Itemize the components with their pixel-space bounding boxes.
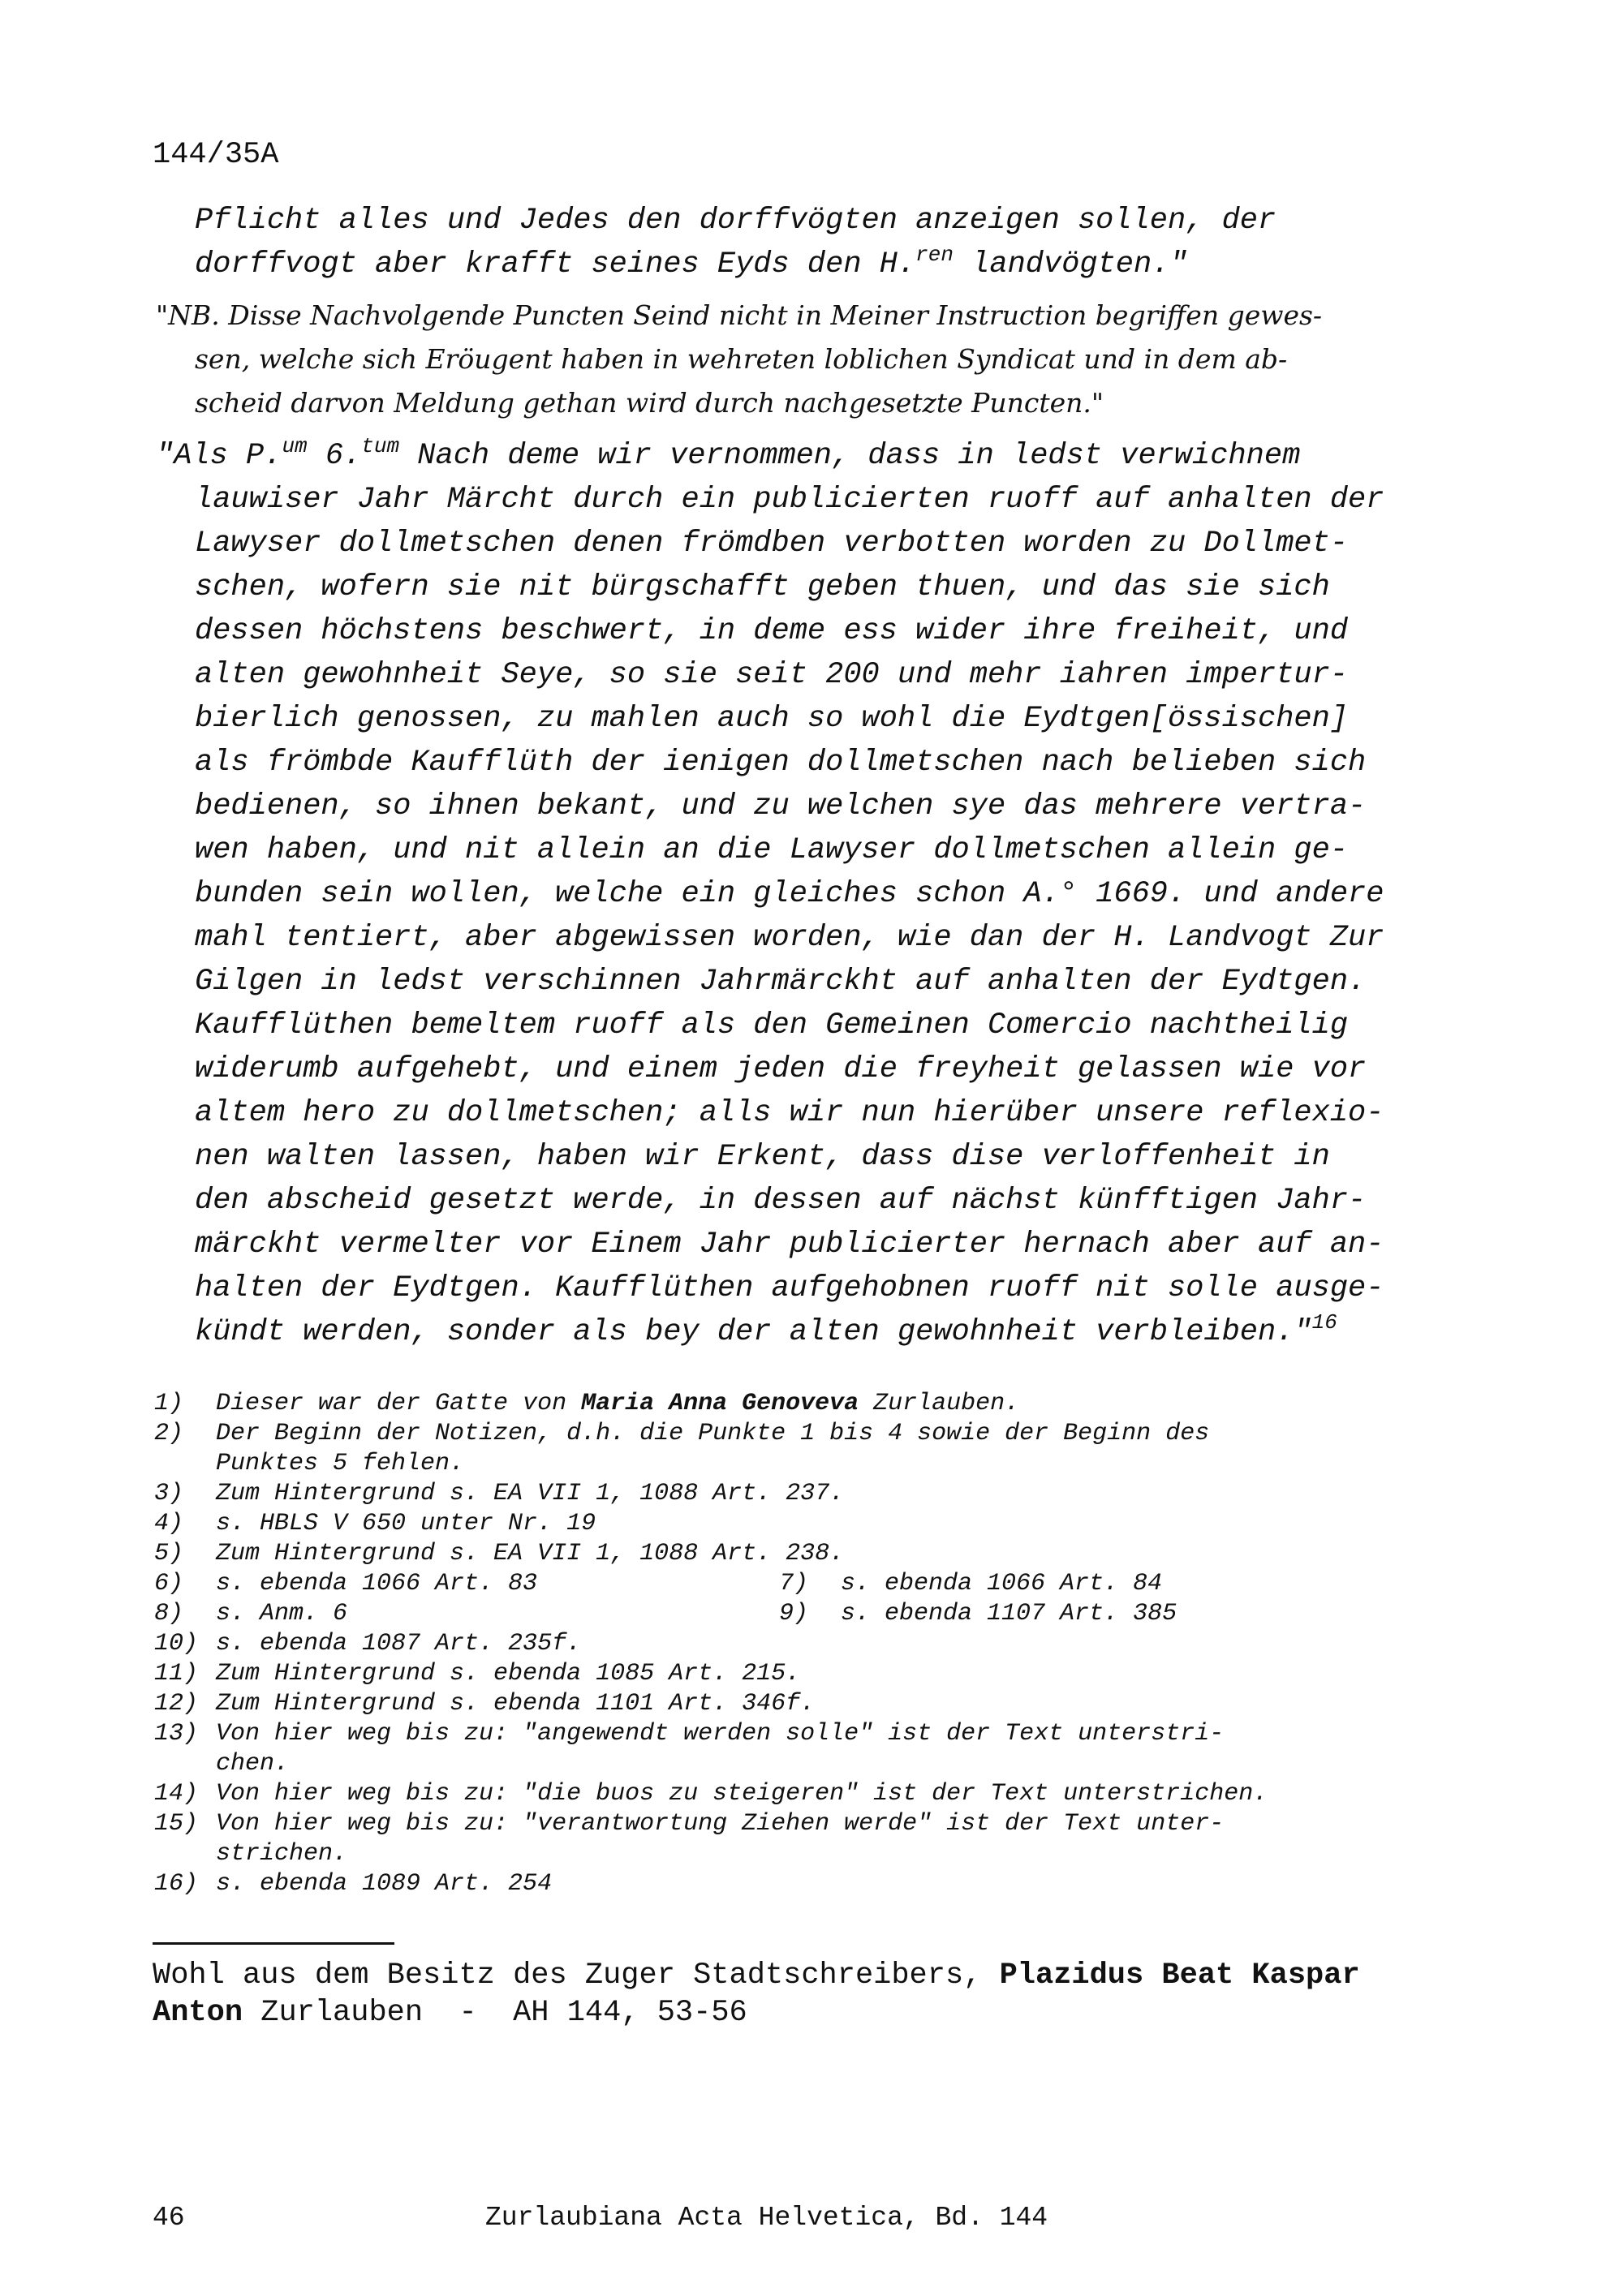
paragraph-line: bierlich genossen, zu mahlen auch so wohl die Eydtgen[össischen] [195,702,1349,736]
footnote: 8) s. Anm. 6 [154,1600,348,1627]
superscript: 16 [1311,1310,1337,1335]
footnote-continuation: Punktes 5 fehlen. [216,1450,465,1477]
paragraph-line: wen haben, und nit allein an die Lawyser dollmetschen allein ge- [195,833,1349,867]
paragraph-line: bunden sein wollen, welche ein gleiches schon A.° 1669. und andere [195,877,1384,911]
paragraph-line: märckht vermelter vor Einem Jahr publicierter hernach aber auf an- [195,1228,1384,1262]
paragraph-line: altem hero zu dollmetschen; alls wir nun hierüber unsere reflexio- [195,1096,1384,1130]
source-note-line: Wohl aus dem Besitz des Zuger Stadtschreibers, Plazidus Beat Kaspar [153,1958,1360,1993]
handwritten-line: sen, welche sich Eröugent haben in wehreten loblichen Syndicat und in dem ab- [195,343,1288,375]
footnote: 15) Von hier weg bis zu: "verantwortung Ziehen werde" ist der Text unter- [154,1810,1225,1838]
footnote: 12) Zum Hintergrund s. ebenda 1101 Art. 346f. [154,1690,816,1718]
superscript: tum [361,434,400,458]
handwritten-line: "NB. Disse Nachvolgende Puncten Seind nicht in Meiner Instruction begriffen gewes- [156,299,1323,331]
footnote: 11) Zum Hintergrund s. ebenda 1085 Art. 215. [154,1660,801,1688]
quote-line: Pflicht alles und Jedes den dorffvögten anzeigen sollen, der [195,204,1276,238]
paragraph-line: lauwiser Jahr Märcht durch ein publicierten ruoff auf anhalten der [195,483,1384,517]
footnote: 13) Von hier weg bis zu: "angewendt werden solle" ist der Text unterstri- [154,1720,1225,1748]
superscript: ren [915,243,954,267]
paragraph-line: nen walten lassen, haben wir Erkent, dass dise verloffenheit in [195,1140,1330,1174]
footnote: 16) s. ebenda 1089 Art. 254 [154,1870,553,1898]
paragraph-last-line: kündt werden, sonder als bey der alten gewohnheit verbleiben."$^{16}$ [195,1310,1337,1349]
page-number: 46 [153,2203,185,2233]
superscript: um [282,434,308,458]
paragraph-line: Kaufflüthen bemeltem ruoff als den Gemeinen Comercio nachtheilig [195,1008,1349,1043]
source-note-line: Anton Zurlauben - AH 144, 53-56 [153,1996,747,2030]
series-title: Zurlaubiana Acta Helvetica, Bd. 144 [485,2203,1048,2233]
paragraph-line: schen, wofern sie nit bürgschafft geben thuen, und das sie sich [195,570,1330,604]
paragraph-line: Lawyser dollmetschen denen frömdben verbotten worden zu Dollmet- [195,527,1349,561]
footnote-continuation: strichen. [216,1840,348,1868]
footnote: 9) s. ebenda 1107 Art. 385 [779,1600,1177,1627]
handwritten-line: scheid darvon Meldung gethan wird durch nachgesetzte Puncten." [195,387,1104,419]
footnote: 5) Zum Hintergrund s. EA VII 1, 1088 Art. 238. [154,1540,845,1567]
document-id: 144/35A [153,138,279,172]
paragraph-line: dessen höchstens beschwert, in deme ess wider ihre freiheit, und [195,614,1349,648]
paragraph-line: als frömbde Kaufflüth der ienigen dollmetschen nach belieben sich [195,746,1367,780]
footnote: 7) s. ebenda 1066 Art. 84 [779,1570,1163,1597]
footnote: 4) s. HBLS V 650 unter Nr. 19 [154,1510,596,1537]
footnote-divider [153,1942,394,1945]
paragraph-line: halten der Eydtgen. Kaufflüthen aufgehobnen ruoff nit solle ausge- [195,1271,1384,1305]
footnote: 3) Zum Hintergrund s. EA VII 1, 1088 Art. 237. [154,1480,845,1507]
paragraph-line: den abscheid gesetzt werde, in dessen auf nächst künfftigen Jahr- [195,1184,1367,1218]
paragraph-line: mahl tentiert, aber abgewissen worden, wie dan der H. Landvogt Zur [195,921,1384,955]
paragraph-line: widerumb aufgehebt, und einem jeden die freyheit gelassen wie vor [195,1052,1367,1086]
paragraph-line: alten gewohnheit Seye, so sie seit 200 und mehr iahren impertur- [195,658,1349,692]
quote-line: dorffvogt aber krafft seines Eyds den H.$^{ren}$ landvögten." [195,243,1188,282]
footnote-continuation: chen. [216,1750,290,1778]
footnote: 14) Von hier weg bis zu: "die buos zu steigeren" ist der Text unterstrichen. [154,1780,1268,1808]
paragraph-first-line: "Als P.$^{um}$ 6.$^{tum}$ Nach deme wir vernommen, dass in ledst verwichnem [156,434,1301,473]
paragraph-line: Gilgen in ledst verschinnen Jahrmärckht auf anhalten der Eydtgen. [195,965,1367,999]
footnote: 10) s. ebenda 1087 Art. 235f. [154,1630,582,1658]
footnote: 1) Dieser war der Gatte von Maria Anna Genoveva Zurlauben. [154,1390,1020,1417]
paragraph-line: bedienen, so ihnen bekant, und zu welchen sye das mehrere vertra- [195,789,1367,823]
footnote: 2) Der Beginn der Notizen, d.h. die Punkte 1 bis 4 sowie der Beginn des [154,1420,1210,1447]
footnote: 6) s. ebenda 1066 Art. 83 [154,1570,538,1597]
